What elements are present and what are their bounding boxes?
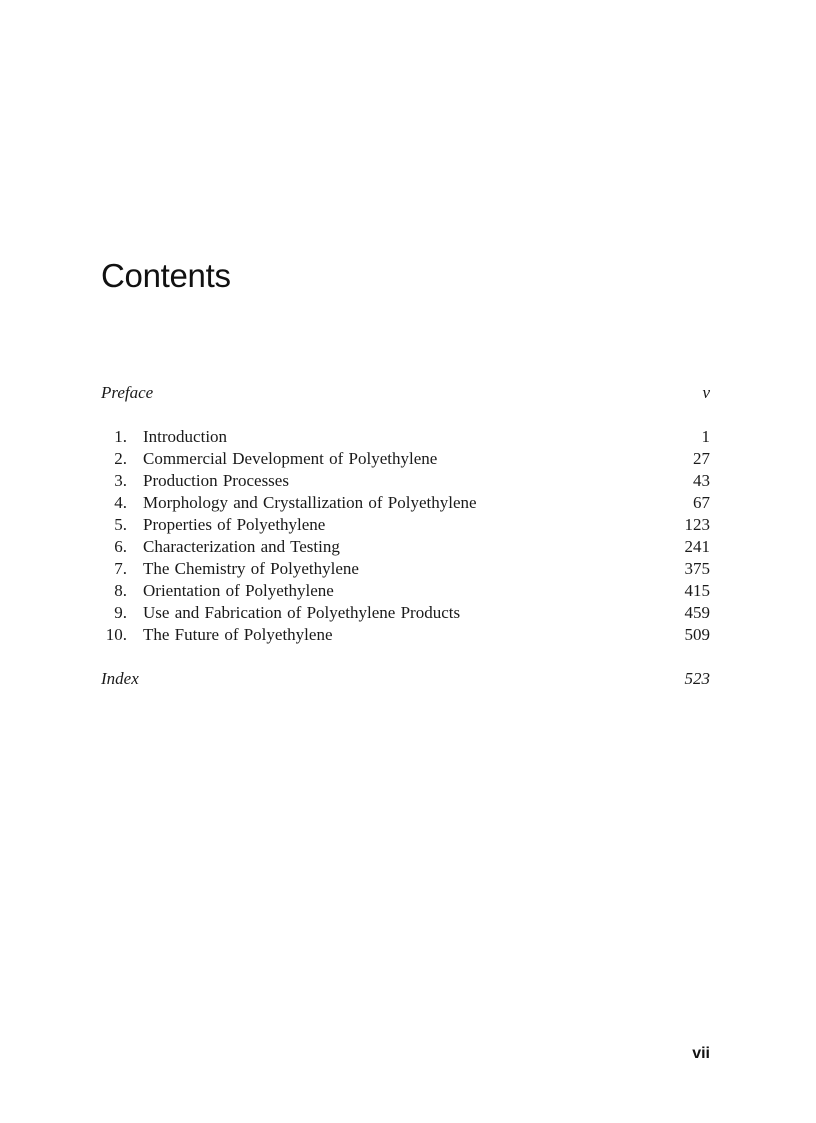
chapter-title: Morphology and Crystallization of Polyethylene [143,493,477,512]
chapter-page: 123 [684,515,710,534]
chapter-page: 1 [701,427,710,446]
chapter-number: 7. [114,559,127,578]
chapter-title: Use and Fabrication of Polyethylene Products [143,603,461,622]
chapter-title: Properties of Polyethylene [143,515,326,534]
toc-chapter-entry[interactable] [101,492,710,514]
toc-preface-label: Preface [101,383,154,402]
page-title: Contents [101,257,231,294]
chapter-number: 1. [114,427,127,446]
toc-preface-entry[interactable] [101,382,710,404]
chapter-number: 6. [114,537,127,556]
toc-chapter-entry[interactable] [101,470,710,492]
toc-preface-page: v [702,383,710,402]
toc-chapter-entry[interactable] [101,558,710,580]
chapter-page: 509 [684,625,710,644]
folio-page-number: vii [692,1045,710,1062]
chapter-number: 3. [114,471,127,490]
chapter-number: 9. [114,603,127,622]
chapter-title: Characterization and Testing [143,537,340,556]
chapter-number: 2. [114,449,127,468]
chapter-title: Commercial Development of Polyethylene [143,449,438,468]
toc-chapter-entry[interactable] [101,580,710,602]
toc-index-entry[interactable] [101,668,710,690]
chapter-number: 4. [114,493,127,512]
toc-index-page: 523 [684,669,710,688]
toc-chapter-entry[interactable] [101,448,710,470]
chapter-page: 67 [693,493,710,512]
chapter-number: 10. [105,625,127,644]
toc-index-label: Index [101,669,139,688]
toc-chapter-entry[interactable] [101,426,710,448]
chapter-page: 459 [684,603,710,622]
chapter-title: Introduction [143,427,228,446]
toc-chapter-entry[interactable] [101,602,710,624]
toc-chapter-entry[interactable] [101,536,710,558]
chapter-title: Production Processes [143,471,289,490]
chapter-page: 375 [684,559,710,578]
chapter-page: 241 [684,537,710,556]
chapter-page: 27 [693,449,710,468]
toc-chapter-entry[interactable] [101,514,710,536]
chapter-number: 8. [114,581,127,600]
chapter-title: The Chemistry of Polyethylene [143,559,359,578]
chapter-title: Orientation of Polyethylene [143,581,334,600]
chapter-page: 43 [693,471,710,490]
chapter-number: 5. [114,515,127,534]
toc-chapter-entry[interactable] [101,624,710,646]
chapter-page: 415 [684,581,710,600]
chapter-title: The Future of Polyethylene [143,625,333,644]
